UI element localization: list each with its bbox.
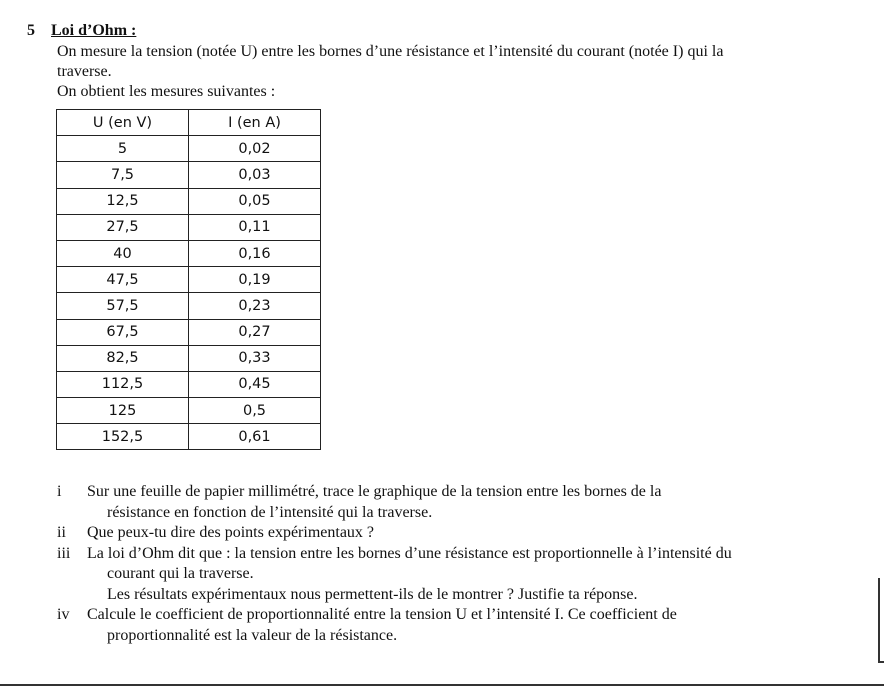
current-cell: 0,33 <box>189 345 321 371</box>
question-numeral: iii <box>57 544 71 562</box>
current-cell: 0,11 <box>189 214 321 240</box>
table-row <box>57 240 321 266</box>
intro-line: On obtient les mesures suivantes : <box>57 83 276 100</box>
table-row <box>57 319 321 345</box>
question-line: Que peux-tu dire des points expérimentaux ? <box>87 524 375 541</box>
table-row <box>57 371 321 397</box>
question-iv <box>57 605 857 646</box>
page-border-bottom <box>0 684 884 686</box>
question-numeral: iv <box>57 606 70 623</box>
voltage-cell: 40 <box>57 240 189 266</box>
question-text <box>87 482 857 523</box>
table-row <box>57 398 321 424</box>
intro-line: On mesure la tension (notée U) entre les bornes d’une résistance et l’intensité du courant (notée I) qui la <box>57 43 724 60</box>
question-line: courant qui la traverse. <box>107 565 254 582</box>
question-line: La loi d’Ohm dit que : la tension entre les bornes d’une résistance est proportionnelle à l’intensité du <box>87 544 732 562</box>
table-row <box>57 345 321 371</box>
voltage-cell: 47,5 <box>57 267 189 293</box>
question-list <box>57 482 857 646</box>
exercise-number: 5 <box>27 22 35 39</box>
column-header-current: I (en A) <box>189 110 321 136</box>
exercise-title: Loi d’Ohm : <box>51 22 137 39</box>
current-cell: 0,61 <box>189 424 321 450</box>
exercise-heading <box>27 22 136 40</box>
question-iii <box>57 544 857 606</box>
current-cell: 0,5 <box>189 398 321 424</box>
voltage-cell: 125 <box>57 398 189 424</box>
voltage-cell: 67,5 <box>57 319 189 345</box>
column-header-voltage: U (en V) <box>57 110 189 136</box>
voltage-cell: 7,5 <box>57 162 189 188</box>
current-cell: 0,27 <box>189 319 321 345</box>
question-text <box>87 544 857 606</box>
question-numeral: i <box>57 483 62 500</box>
table-row <box>57 293 321 319</box>
question-line: Sur une feuille de papier millimétré, trace le graphique de la tension entre les bornes de la <box>87 483 662 500</box>
voltage-cell: 5 <box>57 136 189 162</box>
voltage-cell: 112,5 <box>57 371 189 397</box>
question-numeral: ii <box>57 524 66 541</box>
question-text <box>87 605 857 646</box>
current-cell: 0,16 <box>189 240 321 266</box>
exercise-intro <box>57 42 857 102</box>
question-line: Calcule le coefficient de proportionnalité entre la tension U et l’intensité I. Ce coefficient de <box>87 606 677 623</box>
table-row <box>57 188 321 214</box>
voltage-cell: 12,5 <box>57 188 189 214</box>
question-line: proportionnalité est la valeur de la résistance. <box>107 626 398 644</box>
voltage-cell: 82,5 <box>57 345 189 371</box>
table-row <box>57 214 321 240</box>
current-cell: 0,19 <box>189 267 321 293</box>
current-cell: 0,02 <box>189 136 321 162</box>
current-cell: 0,03 <box>189 162 321 188</box>
page-border-right <box>878 578 880 662</box>
question-ii <box>57 523 857 544</box>
voltage-cell: 152,5 <box>57 424 189 450</box>
page-border-corner <box>878 661 884 663</box>
current-cell: 0,45 <box>189 371 321 397</box>
measurements-table <box>56 109 321 450</box>
current-cell: 0,23 <box>189 293 321 319</box>
table-row <box>57 267 321 293</box>
voltage-cell: 57,5 <box>57 293 189 319</box>
intro-line: traverse. <box>57 63 112 80</box>
table-row <box>57 424 321 450</box>
table-row <box>57 162 321 188</box>
voltage-cell: 27,5 <box>57 214 189 240</box>
table-header-row <box>57 110 321 136</box>
question-line: Les résultats expérimentaux nous permettent-ils de le montrer ? Justifie ta réponse. <box>107 585 638 603</box>
table-row <box>57 136 321 162</box>
current-cell: 0,05 <box>189 188 321 214</box>
question-i <box>57 482 857 523</box>
question-line: résistance en fonction de l’intensité qui la traverse. <box>107 503 433 521</box>
question-text <box>87 523 857 544</box>
